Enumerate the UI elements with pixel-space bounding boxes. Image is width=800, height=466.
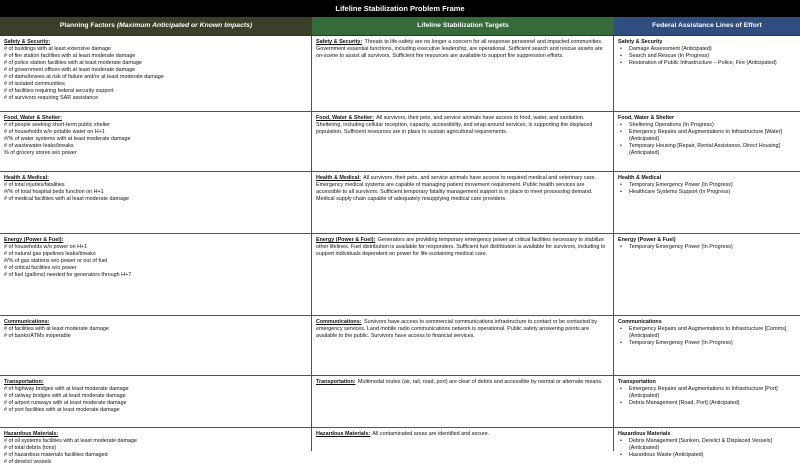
factor-item: # of medical facilities with at least moderate damage: [4, 196, 129, 203]
target-text: Survivors have access to commercial communications infrastructure to contact or be contacted by emergency services. Land mobile radio communications network is operational. Public safety answering points are available to the public. Survivors have access to financial services.: [316, 319, 598, 340]
factor-item: % of grocery stores w/o power: [4, 150, 77, 157]
factor-item: # of police station facilities with at least moderate damage: [4, 60, 142, 67]
factor-item: # of dams/levees at risk of failure and/or at least moderate damage: [4, 74, 164, 81]
target-text: All survivors, their pets, and service animals have access to food, water, and sanitation. Sheltering, including cellular reception, capacity, accessibility, and wrap-around services, is supporting the displaced population. Sufficient resources are in place to sustain agricultural requirements.: [316, 115, 593, 136]
target-cell: [312, 428, 614, 451]
federal-loe-cell: [614, 172, 800, 233]
category-label: Hazardous Materials:: [4, 431, 59, 437]
factor-item: # of critical facilities w/o power: [4, 265, 77, 272]
loe-item: • Temporary Emergency Power (In Progress): [618, 182, 796, 189]
loe-item: • Search and Rescue (In Progress): [618, 53, 796, 60]
planning-factors-cell: [0, 172, 312, 233]
header-planning-factors: [0, 17, 312, 35]
loe-item: • Damage Assessment (Anticipated): [618, 46, 796, 53]
planning-factors-cell: [0, 428, 312, 466]
factor-item: # of derelict vessels: [4, 459, 52, 466]
category-label: Energy (Power & Fuel):: [4, 237, 64, 243]
header-planning-subtitle: (Maximum Anticipated or Known Impacts): [116, 22, 253, 29]
planning-factors-cell: [0, 376, 312, 427]
factor-item: # of survivors requiring SAR assistance: [4, 95, 99, 102]
target-cell: [312, 172, 614, 233]
category-label: Communications:: [316, 319, 362, 325]
category-label: Energy (Power & Fuel):: [316, 237, 376, 243]
header-planning-label: Planning Factors: [59, 22, 117, 29]
factor-item: # of banks/ATMs inoperable: [4, 333, 71, 340]
category-label: Food, Water & Shelter:: [316, 115, 374, 121]
federal-loe-cell: [614, 36, 800, 111]
factor-item: # of government offices with at least moderate damage: [4, 67, 136, 74]
loe-item: • Hazardous Waste (Anticipated): [618, 452, 796, 459]
target-cell: [312, 234, 614, 315]
factor-item: #/% of water systems with at least moderate damage: [4, 136, 131, 143]
category-label: Hazardous Materials: [618, 431, 671, 437]
factor-item: #/% of total hospital beds function on H+1: [4, 189, 104, 196]
category-label: Safety & Security:: [316, 39, 363, 45]
factor-item: # of people seeking short-term public shelter: [4, 122, 111, 129]
loe-item: • Temporary Housing [Repair, Rental Assistance, Direct Housing] (Anticipated): [618, 143, 796, 157]
loe-item: • Temporary Emergency Power (In Progress): [618, 244, 796, 251]
factor-item: # of wastewater leaks/breaks: [4, 143, 74, 150]
category-label: Food, Water & Shelter:: [4, 115, 62, 121]
category-label: Transportation:: [316, 379, 356, 385]
target-cell: [312, 112, 614, 171]
category-label: Hazardous Materials:: [316, 431, 371, 437]
target-cell: [312, 376, 614, 427]
category-label: Health & Medical:: [4, 175, 49, 181]
category-label: Communications: [618, 319, 662, 325]
category-label: Transportation: [618, 379, 656, 385]
federal-loe-cell: [614, 316, 800, 375]
planning-factors-cell: [0, 36, 312, 111]
loe-item: • Restoration of Public Infrastructure – Police, Fire (Anticipated): [618, 60, 796, 67]
factor-item: # of isolated communities: [4, 81, 65, 88]
factor-item: # of hazardous materials facilities damaged: [4, 452, 108, 459]
target-text: Generators are providing temporary emergency power at critical facilities necessary to stabilize other lifelines. Fuel distribution is available for responders. Sufficient fuel distribution is available for survivors, including to support individuals dependent on power for life-sustaining medical care.: [316, 237, 606, 258]
table-row-communications: [0, 316, 800, 376]
target-cell: [312, 316, 614, 375]
category-label: Transportation:: [4, 379, 44, 385]
planning-factors-cell: [0, 316, 312, 375]
factor-item: #/% of gas stations w/o power or out of fuel: [4, 258, 108, 265]
factor-item: # of total injuries/fatalities: [4, 182, 65, 189]
loe-item: • Debris Management [Road, Port] (Anticipated): [618, 400, 796, 407]
category-label: Safety & Security:: [4, 39, 51, 45]
target-text: Multimodal routes (air, rail, road, port) are clear of debris and accessible by normal or alternate means.: [356, 379, 603, 385]
category-label: Health & Medical: [618, 175, 662, 181]
table-row-energy: [0, 234, 800, 316]
lifeline-table: [0, 35, 800, 466]
federal-loe-cell: [614, 428, 800, 459]
target-text: All contaminated areas are identified and secure.: [371, 431, 490, 437]
table-row-safety-security: [0, 36, 800, 112]
category-label: Communications:: [4, 319, 50, 325]
target-text: Threats to life-safety are no longer a concern for all response personnel and impacted communities. Government essential functions, including executive leadership, are operational. Sufficient search and rescue assets are on-scene to assist all survivors. Sufficient fire resources are available to support fire suppression efforts.: [316, 39, 603, 60]
federal-loe-cell: [614, 112, 800, 171]
loe-item: • Temporary Emergency Power (In Progress): [618, 340, 796, 347]
factor-item: # of buildings with at least extensive damage: [4, 46, 111, 53]
loe-item: • Emergency Repairs and Augmentations to Infrastructure [Water] (Anticipated): [618, 129, 796, 143]
category-label: Safety & Security: [618, 39, 663, 45]
target-cell: [312, 36, 614, 111]
loe-item: • Emergency Repairs and Augmentations to Infrastructure [Comms] (Anticipated): [618, 326, 796, 340]
table-row-food-water-shelter: [0, 112, 800, 172]
factor-item: # of airport runways with at least moderate damage: [4, 400, 127, 407]
factor-item: # of port facilities with at least moderate damage: [4, 407, 120, 414]
target-text: All survivors, their pets, and service animals have access to required medical and veterinary care. Emergency medical systems are capable of managing patient movement requirement. Public health services are accessible to all survivors. Sufficient temporary fatality management support is in place to meet processing demand. Medical supply chain capable of adequately resupplying medical care providers.: [316, 175, 596, 203]
header-stabilization-targets: Lifeline Stabilization Targets: [312, 17, 614, 35]
table-row-transportation: [0, 376, 800, 428]
loe-item: • Sheltering Operations (In Progress): [618, 122, 796, 129]
factor-item: # of natural gas pipelines leaks/breaks: [4, 251, 96, 258]
loe-item: • Debris Management [Sunken, Derelict & Displaced Vessels] (Anticipated): [618, 438, 796, 452]
factor-item: # of facilities with at least moderate damage: [4, 326, 109, 333]
factor-item: # of railway bridges with at least moderate damage: [4, 393, 126, 400]
factor-item: # of total debris (tons): [4, 445, 57, 452]
planning-factors-cell: [0, 234, 312, 315]
federal-loe-cell: [614, 234, 800, 315]
table-row-hazardous-materials: [0, 428, 800, 466]
factor-item: # of households w/o potable water on H+1: [4, 129, 105, 136]
loe-item: • Emergency Repairs and Augmentations to Infrastructure [Port] (Anticipated): [618, 386, 796, 400]
category-label: Food, Water & Shelter: [618, 115, 675, 121]
factor-item: # of oil systems facilities with at least moderate damage: [4, 438, 138, 445]
federal-loe-cell: [614, 376, 800, 427]
factor-item: # of fuel (gallons) needed for generators through H+7: [4, 272, 132, 279]
category-label: Energy (Power & Fuel): [618, 237, 676, 243]
category-label: Health & Medical:: [316, 175, 361, 181]
factor-item: # of households w/o power on H+1: [4, 244, 88, 251]
planning-factors-cell: [0, 112, 312, 171]
factor-item: # of highway bridges with at least moderate damage: [4, 386, 129, 393]
header-federal-loe: Federal Assistance Lines of Effort: [614, 17, 800, 35]
slide-title: Lifeline Stabilization Problem Frame: [0, 0, 800, 17]
loe-item: • Healthcare Systems Support (In Progress): [618, 189, 796, 196]
factor-item: # of fire station facilities with at least moderate damage: [4, 53, 136, 60]
table-row-health-medical: [0, 172, 800, 234]
factor-item: # of facilities requiring federal security support: [4, 88, 114, 95]
